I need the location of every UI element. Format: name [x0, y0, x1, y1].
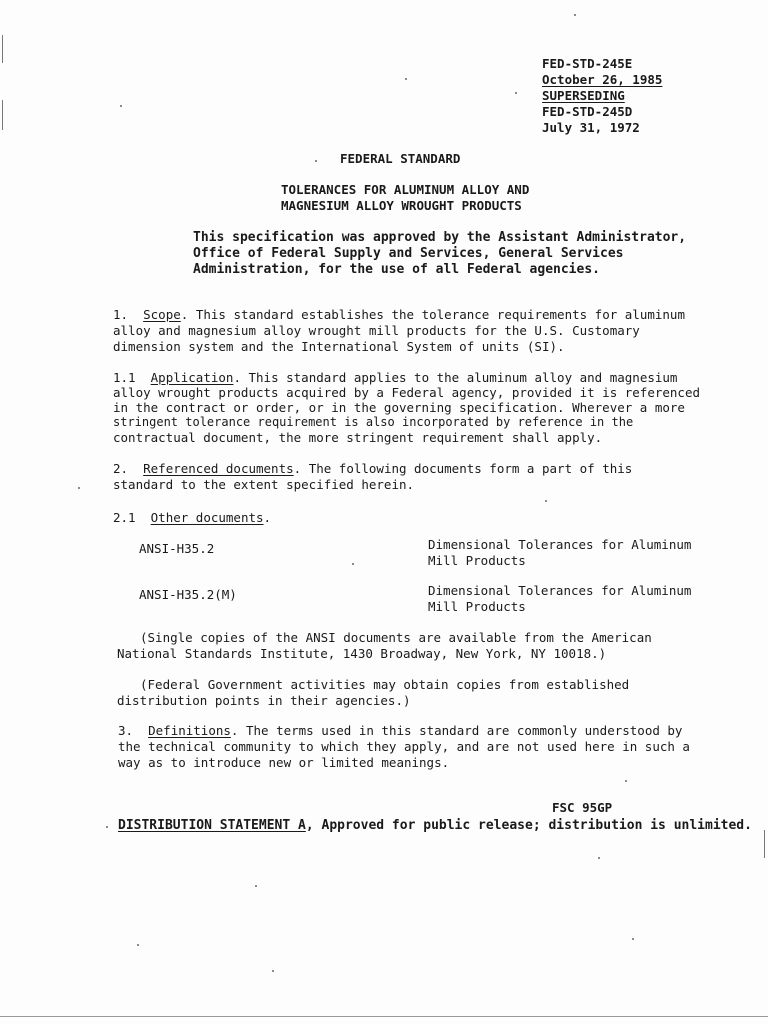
section-definitions	[118, 723, 690, 771]
section-number: 3.	[118, 723, 134, 738]
section-application	[113, 370, 700, 445]
title-line-2: MAGNESIUM ALLOY WROUGHT PRODUCTS	[281, 198, 522, 213]
section-text: way as to introduce new or limited meanings.	[118, 755, 450, 770]
section-text: . The following documents form a part of this	[293, 461, 633, 476]
section-text: stringent tolerance requirement is also incorporated by reference in the	[113, 415, 634, 429]
approval-line: Office of Federal Supply and Services, General Services	[193, 246, 624, 261]
section-text: dimension system and the International System of units (SI).	[113, 339, 565, 354]
scan-speck	[78, 487, 80, 489]
scan-edge-mark	[2, 35, 3, 63]
document-id: ANSI-H35.2(M)	[139, 587, 237, 602]
section-text: contractual document, the more stringent requirement shall apply.	[113, 430, 603, 445]
approval-line: Administration, for the use of all Federal agencies.	[193, 262, 600, 277]
document-id: ANSI-H35.2	[139, 541, 215, 556]
prior-doc-date: July 31, 1972	[542, 120, 640, 135]
document-title: Dimensional Tolerances for Aluminum Mill Products	[428, 583, 692, 614]
section-text: . This standard establishes the tolerance requirements for aluminum	[180, 307, 685, 322]
approval-line: This specification was approved by the Assistant Administrator,	[193, 230, 687, 245]
scan-speck	[632, 938, 634, 940]
scan-speck	[255, 885, 257, 887]
scan-speck	[315, 160, 317, 162]
section-heading: Referenced documents	[143, 461, 294, 476]
scan-speck	[106, 826, 108, 828]
section-scope	[113, 307, 685, 355]
section-other-documents: 2.1 Other documents.	[113, 510, 272, 525]
scan-bottom-rule	[0, 1016, 768, 1017]
scan-edge-mark	[764, 830, 765, 858]
document-header	[542, 56, 662, 136]
document-title: Dimensional Tolerances for Aluminum Mill Products	[428, 537, 692, 568]
scan-speck	[515, 92, 517, 94]
prior-doc-number: FED-STD-245D	[542, 104, 633, 119]
fsc-code: FSC 95GP	[552, 800, 613, 815]
section-text: the technical community to which they apply, and are not used here in such a	[118, 739, 690, 754]
section-heading: Scope	[143, 307, 181, 322]
section-number: 2.	[113, 461, 129, 476]
scan-speck	[598, 857, 600, 859]
section-text: standard to the extent specified herein.	[113, 477, 415, 492]
scan-speck	[405, 78, 407, 80]
section-text: . The terms used in this standard are commonly understood by	[230, 723, 683, 738]
approval-statement	[193, 230, 686, 278]
section-text: alloy wrought products acquired by a Federal agency, provided it is referenced	[113, 385, 700, 400]
section-heading: Application	[150, 370, 234, 385]
section-text: in the contract or order, or in the governing specification. Wherever a more	[113, 400, 685, 415]
doc-date: October 26, 1985	[542, 72, 663, 87]
scan-speck	[625, 780, 627, 782]
section-text: . This standard applies to the aluminum alloy and magnesium	[233, 370, 678, 385]
section-heading: Definitions	[148, 723, 231, 738]
section-heading: Other documents	[150, 510, 264, 525]
note-ansi-copies: (Single copies of the ANSI documents are available from the American National Standards Institute, 1430 Broadway, New York, NY 10018.)	[117, 630, 652, 661]
section-text: alloy and magnesium alloy wrought mill products for the U.S. Customary	[113, 323, 640, 338]
document-title	[281, 182, 529, 214]
scan-speck	[352, 563, 354, 565]
title-line-1: TOLERANCES FOR ALUMINUM ALLOY AND	[281, 182, 530, 197]
standard-kind: FEDERAL STANDARD	[340, 151, 461, 166]
distribution-label: DISTRIBUTION STATEMENT A	[118, 818, 306, 833]
scan-speck	[545, 500, 547, 502]
scan-speck	[574, 14, 576, 16]
section-number: 1.1	[113, 370, 136, 385]
scan-speck	[120, 105, 122, 107]
section-referenced-documents	[113, 461, 632, 493]
distribution-statement	[118, 818, 752, 834]
doc-number: FED-STD-245E	[542, 56, 633, 71]
distribution-text: , Approved for public release; distribution is unlimited.	[305, 818, 752, 833]
scan-speck	[137, 944, 139, 946]
section-number: 2.1	[113, 510, 136, 525]
scan-speck	[272, 970, 274, 972]
superseding-label: SUPERSEDING	[542, 88, 625, 103]
scan-edge-mark	[2, 100, 3, 130]
note-federal-copies: (Federal Government activities may obtain copies from established distribution points in their agencies.)	[117, 677, 630, 708]
section-number: 1.	[113, 307, 129, 322]
